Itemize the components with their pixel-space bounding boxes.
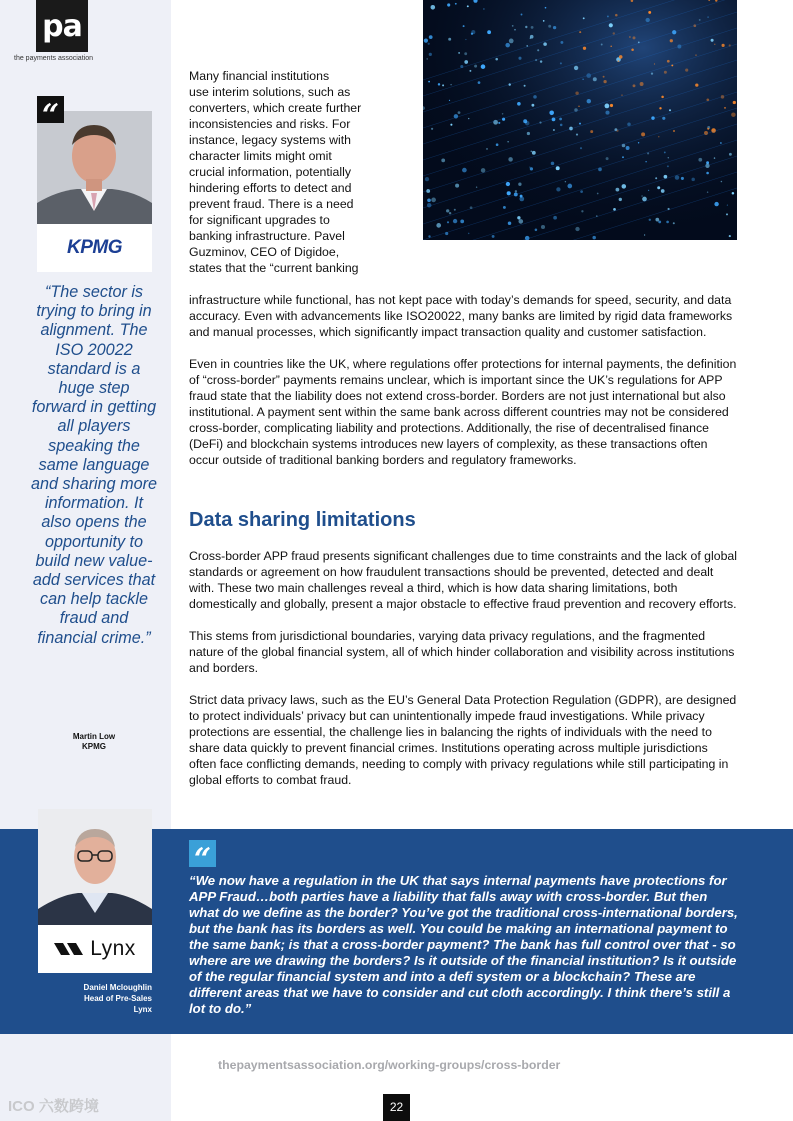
section-heading: Data sharing limitations <box>189 509 416 531</box>
band-quote-attribution <box>38 982 152 1015</box>
kpmg-logo: KPMG <box>67 237 122 258</box>
lynx-logo: Lynx <box>90 937 136 960</box>
band-quote-text: “We now have a regulation in the UK that says internal payments have protections for APP Fraud…both parties have a liability that falls away with cross-border. But then what do we define as the border? You’ve got the traditional cross-international borders, but the bank has its borders as well. You could be making an international payment to the same bank; is that a cross-border payment? The bank has full control over that - so where are we drawing the borders? Is it outside of the financial institution? Is it outside of the regular financial system and into a defi system or a blockchain? These are different areas that we have to consider and cut cloth accordingly. I think there’s still a lot to do.” <box>189 873 738 1016</box>
footer-link[interactable]: thepaymentsassociation.org/working-groups/cross-border <box>218 1058 561 1072</box>
p1-line: converters, which create further <box>189 101 362 115</box>
sidebar-quote-attribution <box>30 732 158 752</box>
p1-line: for significant upgrades to <box>189 213 330 227</box>
kpmg-logo-card <box>37 224 152 272</box>
article-paragraph-2: Even in countries like the UK, where regulations offer protections for internal payments, the definition of “cross-border” payments remains unclear, which is important since the UK’s regulations for APP fraud state that the liability does not extend cross-border. Borders are not just international but also institutional. A payment sent within the same bank across different countries may not be considered cross-border, complicating liability and protections. Additionally, the rise of decentralised finance (DeFi) and blockchain systems introduces new layers of complexity, as these transactions often occur outside of traditional banking borders and regulatory frameworks. <box>189 357 737 467</box>
sidebar-quote-org: KPMG <box>82 742 106 751</box>
p1-line: Guzminov, CEO of Digidoe, <box>189 245 340 259</box>
band-quote-title: Head of Pre-Sales <box>83 994 152 1003</box>
logo-text: the payments association <box>14 55 93 62</box>
page-number: 22 <box>383 1094 410 1121</box>
p1-line: Many financial institutions <box>189 69 330 83</box>
article-body <box>189 68 737 484</box>
lynx-logo-card <box>38 925 152 973</box>
p1-line: character limits might omit <box>189 149 332 163</box>
article-paragraph-5: Strict data privacy laws, such as the EU’s General Data Protection Regulation (GDPR), are designed to protect individuals’ privacy but can unintentionally impede fraud investigations. While privacy protections are essential, the challenge lies in balancing the rights of individuals with the need to share data quickly to prevent financial crimes. Institutions operating across multiple jurisdictions often face conflicting demands, needing to comply with privacy regulations while still participating in global efforts to combat fraud. <box>189 693 737 787</box>
p1-line: use interim solutions, such as <box>189 85 351 99</box>
p1-line: hindering efforts to detect and <box>189 181 352 195</box>
article-paragraph-4: This stems from jurisdictional boundaries, varying data privacy regulations, and the fragmented nature of the global financial system, all of which hinder collaboration and visibility across institutions and borders. <box>189 629 735 675</box>
watermark: ICO 六数跨境 <box>8 1098 99 1115</box>
p1-line: prevent fraud. There is a need <box>189 197 354 211</box>
p1-line: crucial information, potentially <box>189 165 351 179</box>
quote-mark-icon: “ <box>37 96 64 123</box>
article-paragraph-1 <box>189 68 389 276</box>
logo-mark: pa <box>42 8 82 44</box>
article-paragraph-1-continued: infrastructure while functional, has not kept pace with today’s demands for speed, security, and data accuracy. Even with advancements like ISO20022, many banks are limited by rigid data frameworks and manual processes, which significantly impact transaction quality and customer satisfaction. <box>189 293 733 339</box>
band-quote-name: Daniel Mcloughlin <box>83 983 152 992</box>
sidebar-quote-text: “The sector is trying to bring in alignment. The ISO 20022 standard is a huge step forward in getting all players speaking the same language and sharing more information. It also opens the opportunity to build new value-add services that can help tackle fraud and financial crime.” <box>31 283 157 647</box>
lynx-mark-icon <box>54 941 84 957</box>
p1-line: inconsistencies and risks. For <box>189 117 351 131</box>
article-paragraph-3: Cross-border APP fraud presents significant challenges due to time constraints and the lack of global standards or agreement on how fraudulent transactions should be prevented, detected and dealt with. These two main challenges reveal a third, which is how data sharing limitations, both domestically and globally, present a major obstacle to effective fraud prevention and recovery efforts. <box>189 549 737 611</box>
article-body-2 <box>189 548 737 804</box>
sidebar-quote-name: Martin Low <box>72 732 116 741</box>
band-quote-org: Lynx <box>133 1005 152 1014</box>
logo[interactable] <box>36 0 88 52</box>
quote-mark-icon: “ <box>189 840 216 867</box>
portrait-daniel-mcloughlin <box>38 809 152 925</box>
p1-line: instance, legacy systems with <box>189 133 351 147</box>
p1-line: banking infrastructure. Pavel <box>189 229 345 243</box>
p1-line: states that the “current banking <box>189 261 359 275</box>
